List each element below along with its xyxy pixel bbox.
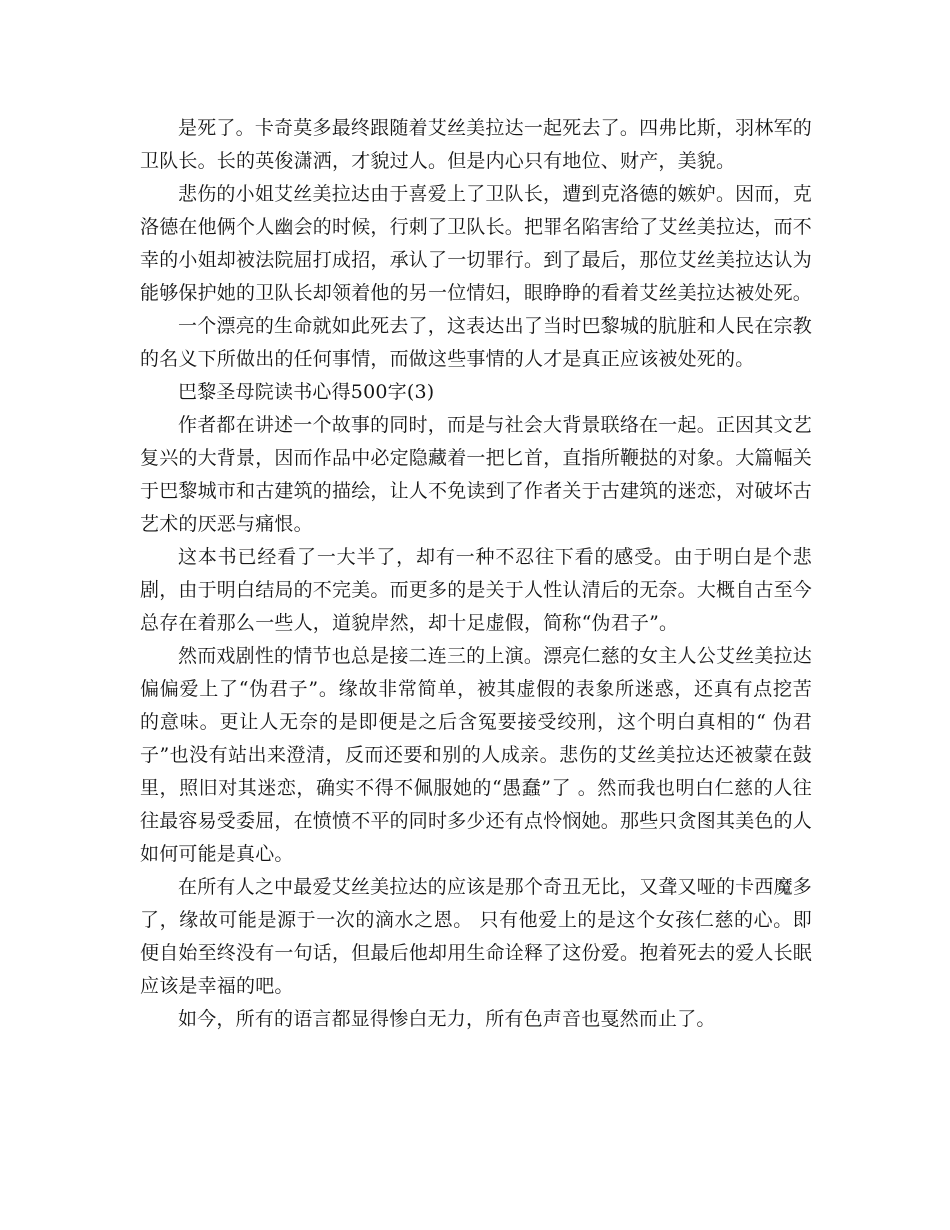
paragraph-8: 如今，所有的语言都显得惨白无力，所有色声音也戛然而止了。 [178, 1008, 716, 1030]
paragraph-3: 一个漂亮的生命就如此死去了，这表达出了当时巴黎城的肮脏和人民在宗教的名义下所做出的任何事情，而做这些事情的人才是真正应该被处死的。 [140, 315, 812, 370]
paragraph-1: 是死了。卡奇莫多最终跟随着艾丝美拉达一起死去了。四弗比斯，羽林军的卫队长。长的英俊潇洒，才貌过人。但是内心只有地位、财产，美貌。 [140, 117, 812, 172]
document-body [140, 112, 812, 1036]
paragraph-6: 然而戏剧性的情节也总是接二连三的上演。漂亮仁慈的女主人公艾丝美拉达偏偏爱上了“伪君子”。缘故非常简单，被其虚假的表象所迷惑，还真有点挖苦的意味。更让人无奈的是即便是之后含冤要接受绞刑，这个明白真相的“ 伪君子”也没有站出来澄清，反而还要和别的人成亲。悲伤的艾丝美拉达还被蒙在鼓里，照旧对其迷恋，确实不得不佩服她的“愚蠢”了 。然而我也明白仁慈的人往往最容易受委屈，在愤愤不平的同时多少还有点怜悯她。那些只贪图其美色的人如何可能是真心。 [140, 645, 813, 865]
paragraph-4: 作者都在讲述一个故事的同时，而是与社会大背景联络在一起。正因其文艺复兴的大背景，因而作品中必定隐藏着一把匕首，直指所鞭挞的对象。大篇幅关于巴黎城市和古建筑的描绘，让人不免读到了作者关于古建筑的迷恋，对破坏古艺术的厌恶与痛恨。 [140, 414, 813, 535]
paragraph-5: 这本书已经看了一大半了，却有一种不忍往下看的感受。由于明白是个悲剧，由于明白结局的不完美。而更多的是关于人性认清后的无奈。大概自古至今总存在着那么一些人，道貌岸然，却十足虚假，简称“伪君子”。 [140, 546, 813, 634]
paragraph-7: 在所有人之中最爱艾丝美拉达的应该是那个奇丑无比，又聋又哑的卡西魔多了，缘故可能是源于一次的滴水之恩。 只有他爱上的是这个女孩仁慈的心。即便自始至终没有一句话，但最后他却用生命诠释了这份爱。抱着死去的爱人长眠应该是幸福的吧。 [140, 876, 813, 997]
section-heading: 巴黎圣母院读书心得500字(3) [178, 381, 435, 403]
paragraph-2: 悲伤的小姐艾丝美拉达由于喜爱上了卫队长，遭到克洛德的嫉妒。因而，克洛德在他俩个人幽会的时候，行刺了卫队长。把罪名陷害给了艾丝美拉达，而不幸的小姐却被法院屈打成招，承认了一切罪行。到了最后，那位艾丝美拉达认为能够保护她的卫队长却领着他的另一位情妇，眼睁睁的看着艾丝美拉达被处死。 [140, 183, 813, 304]
